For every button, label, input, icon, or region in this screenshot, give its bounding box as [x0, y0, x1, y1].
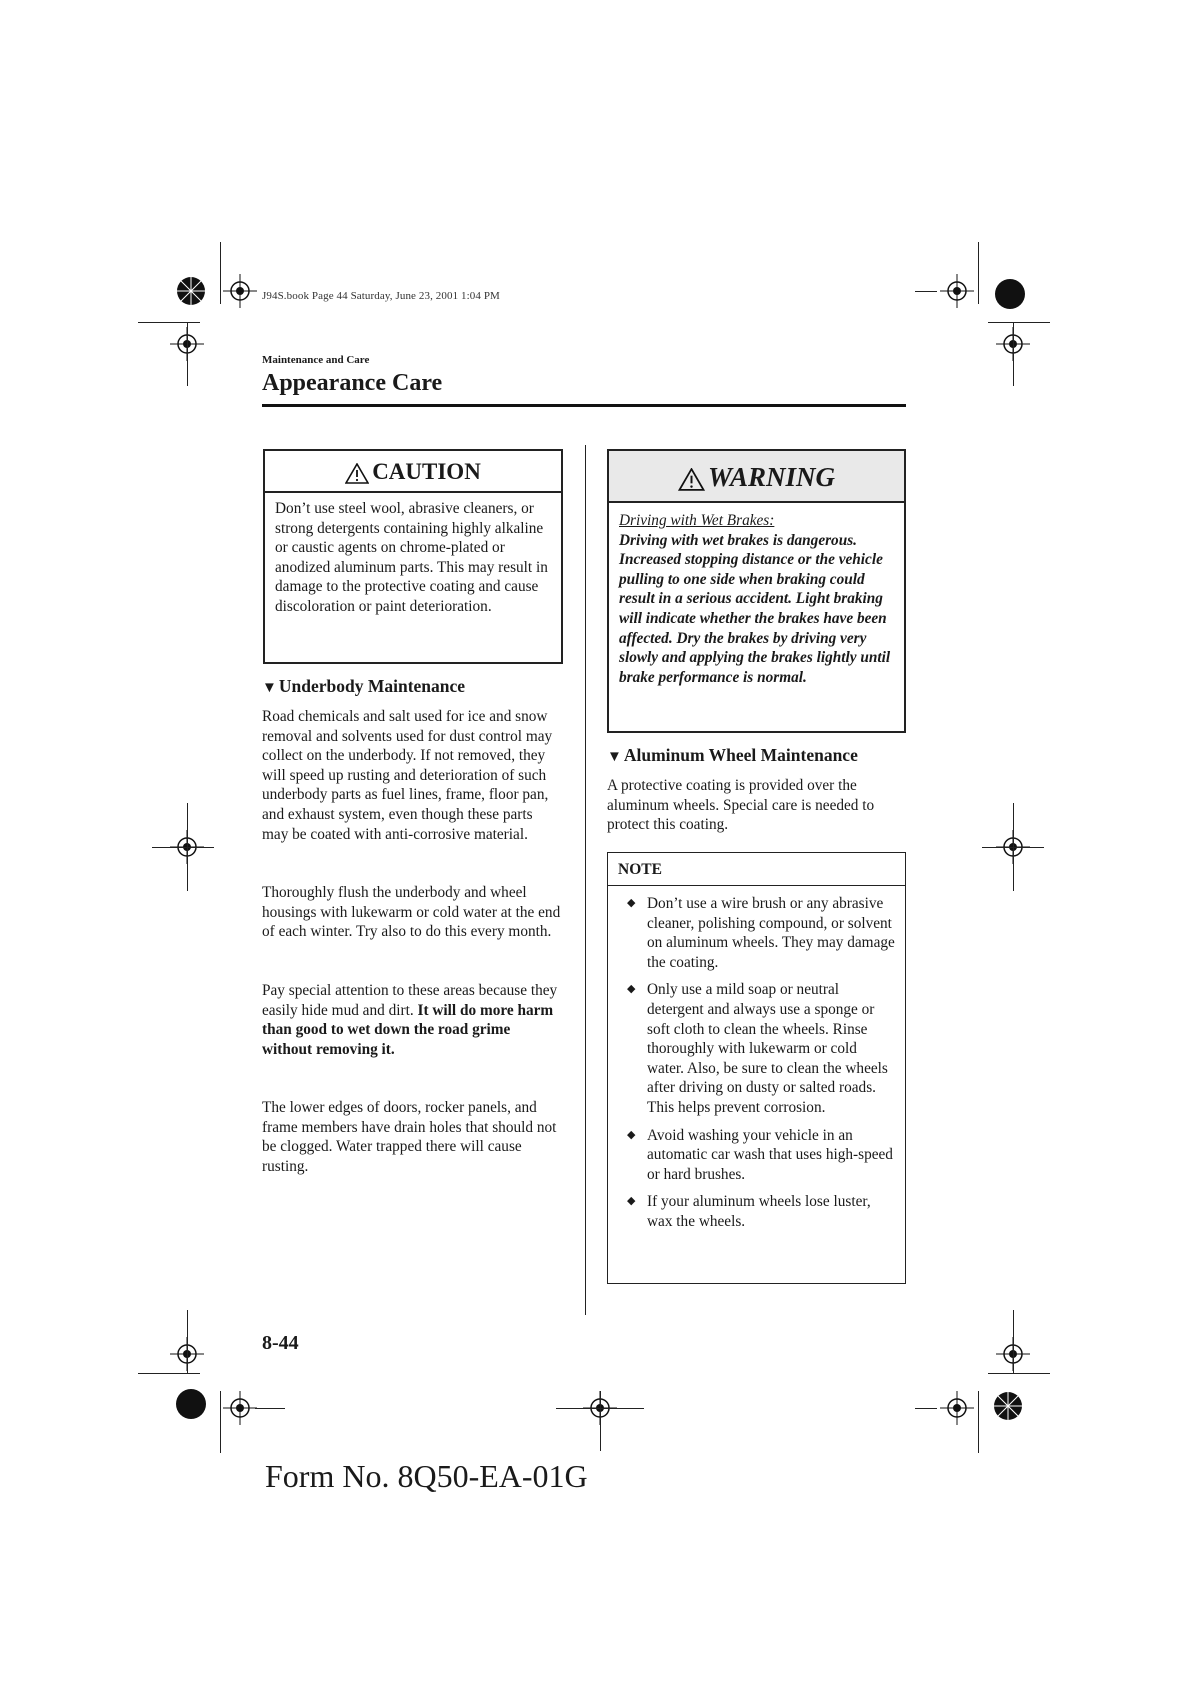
underbody-para-3-normal: Pay special attention to these areas because they easily hide mud and dirt. [262, 982, 558, 1019]
warning-subhead: Driving with Wet Brakes: [619, 512, 775, 529]
underbody-para-3 [262, 981, 562, 1059]
warning-header [609, 451, 904, 503]
caution-header [265, 451, 561, 493]
page-title: Appearance Care [262, 370, 443, 396]
bullet-icon: ◆ [627, 897, 636, 909]
crosshair-icon [223, 1391, 257, 1425]
caution-box [263, 449, 563, 664]
note-item-text: Don’t use a wire brush or any abrasive cleaner, polishing compound, or solvent on aluminum wheels. They may damage the coating. [647, 895, 895, 971]
underbody-heading-text: Underbody Maintenance [278, 676, 466, 696]
warning-triangle-icon [345, 463, 369, 484]
crosshair-icon [940, 274, 974, 308]
aluminum-heading [607, 745, 858, 766]
note-item [618, 980, 895, 1117]
note-item [618, 1126, 895, 1185]
triangle-down-icon: ▼ [607, 749, 622, 765]
registration-mark-icon [176, 276, 206, 306]
caution-body: Don’t use steel wool, abrasive cleaners, or strong detergents containing highly alkaline or caustic agents on chrome-plated or anodized aluminum parts. This may result in damage to the protective coating and cause discoloration or paint deterioration. [275, 500, 548, 615]
crosshair-icon [940, 1391, 974, 1425]
warning-box [607, 449, 906, 733]
triangle-down-icon: ▼ [262, 680, 277, 696]
title-rule [262, 404, 906, 407]
caution-title: CAUTION [372, 459, 481, 484]
warning-title: WARNING [707, 462, 836, 492]
note-item-text: Only use a mild soap or neutral detergent and always use a sponge or soft cloth to clean the wheels. Rinse thoroughly with lukewarm or cold water. Also, be sure to clean the wheels after driving on dusty or salted roads. This helps prevent corrosion. [647, 981, 888, 1116]
warning-text: Driving with wet brakes is dangerous. Increased stopping distance or the vehicle pulling to one side when braking could result in a serious accident. Light braking will indicate whether the brakes have been affected. Dry the brakes by driving very slowly and applying the brakes lightly until brake performance is normal. [619, 531, 891, 686]
bullet-icon: ◆ [627, 1195, 636, 1208]
warning-body [609, 503, 904, 687]
warning-triangle-icon [678, 468, 705, 491]
aluminum-para: A protective coating is provided over the aluminum wheels. Special care is needed to protect this coating. [607, 777, 875, 834]
file-info: J94S.book Page 44 Saturday, June 23, 2001 1:04 PM [262, 290, 500, 302]
registration-mark-icon [993, 1391, 1023, 1421]
underbody-para-4: The lower edges of doors, rocker panels, and frame members have drain holes that should not be clogged. Water trapped there will cause rusting. [262, 1099, 557, 1175]
underbody-para-3-bold: It will do more harm than good to wet down the road grime without removing it. [262, 1001, 554, 1058]
underbody-para-2: Thoroughly flush the underbody and wheel housings with lukewarm or cold water at the end of each winter. Try also to do this every month. [262, 884, 561, 941]
section-label: Maintenance and Care [262, 354, 370, 366]
note-item [618, 1192, 895, 1231]
underbody-para-1: Road chemicals and salt used for ice and snow removal and solvents used for dust control may collect on the underbody. If not removed, they will speed up rusting and deterioration of such underbody parts as fuel lines, frame, floor pan, and exhaust system, even though these parts may be coated with anti-corrosive material. [262, 708, 553, 843]
note-box [607, 852, 906, 1284]
note-item-text: Avoid washing your vehicle in an automatic car wash that uses high-speed or hard brushes. [647, 1126, 893, 1183]
note-header: NOTE [608, 853, 905, 886]
bullet-icon: ◆ [627, 983, 636, 996]
crosshair-icon [223, 274, 257, 308]
underbody-heading [262, 676, 465, 697]
column-divider [585, 445, 586, 1315]
note-item [618, 894, 895, 972]
registration-dot-icon [176, 1389, 206, 1419]
aluminum-heading-text: Aluminum Wheel Maintenance [623, 745, 858, 765]
note-item-text: If your aluminum wheels lose luster, wax the wheels. [647, 1193, 871, 1230]
page-number: 8-44 [262, 1332, 299, 1354]
bullet-icon: ◆ [627, 1128, 636, 1141]
form-number: Form No. 8Q50-EA-01G [265, 1458, 588, 1494]
registration-dot-icon [995, 279, 1025, 309]
note-list [608, 894, 905, 1232]
